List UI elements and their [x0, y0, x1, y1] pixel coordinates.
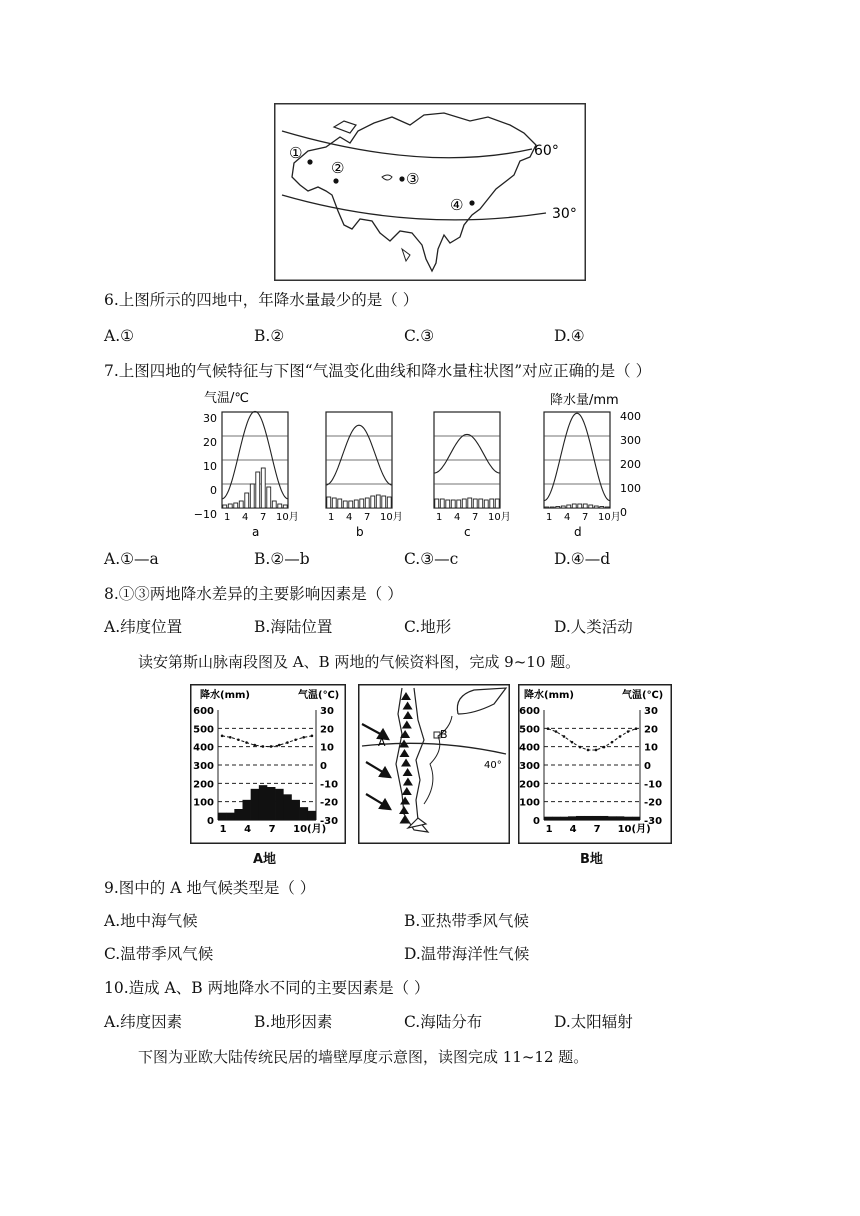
- svg-text:10: 10: [203, 460, 217, 473]
- svg-text:7: 7: [364, 512, 371, 523]
- map-label-40: 40°: [484, 760, 502, 771]
- climate-panel-a: [222, 411, 299, 539]
- panel-label-c: c: [464, 525, 471, 539]
- svg-text:0: 0: [620, 506, 627, 519]
- lat-60-label: 60°: [534, 143, 559, 159]
- svg-text:7: 7: [593, 824, 601, 835]
- precip-axis-label: 降水量/mm: [550, 393, 619, 408]
- q9-option-b[interactable]: B.亚热带季风气候: [404, 912, 529, 930]
- svg-text:0: 0: [644, 761, 651, 772]
- svg-text:7: 7: [582, 512, 589, 523]
- svg-text:1: 1: [224, 512, 231, 523]
- svg-text:1: 1: [436, 512, 443, 523]
- map-label-a: A: [378, 736, 386, 749]
- q7-stem: 7.上图四地的气候特征与下图“气温变化曲线和降水量柱状图”对应正确的是（ ）: [104, 362, 652, 380]
- climate-panel-d: [544, 412, 621, 539]
- svg-text:500: 500: [193, 724, 214, 736]
- q9-stem: 9.图中的 A 地气候类型是（ ）: [104, 879, 316, 897]
- q10-option-d[interactable]: D.太阳辐射: [554, 1013, 633, 1031]
- lat-30-label: 30°: [552, 206, 577, 222]
- svg-text:0: 0: [210, 484, 217, 497]
- svg-text:1: 1: [219, 824, 227, 835]
- svg-text:4: 4: [346, 512, 353, 523]
- svg-text:4: 4: [564, 512, 571, 523]
- svg-text:-20: -20: [644, 797, 663, 809]
- intro-9-10: 读安第斯山脉南段图及 A、B 两地的气候资料图，完成 9~10 题。: [138, 653, 581, 671]
- marker-4-label: ④: [450, 196, 464, 214]
- svg-text:500: 500: [519, 724, 540, 736]
- marker-4-dot: [469, 200, 474, 205]
- intro-11-12: 下图为亚欧大陆传统民居的墙壁厚度示意图，读图完成 11~12 题。: [138, 1048, 589, 1066]
- svg-text:20: 20: [644, 724, 658, 736]
- svg-text:600: 600: [519, 706, 540, 717]
- svg-text:30: 30: [203, 412, 217, 425]
- svg-text:10: 10: [320, 742, 334, 754]
- marker-3-dot: [399, 176, 404, 181]
- svg-text:-20: -20: [320, 797, 339, 809]
- caption-b: B地: [580, 852, 603, 867]
- q8-option-b[interactable]: B.海陆位置: [254, 618, 333, 636]
- svg-text:降水(mm): 降水(mm): [200, 690, 250, 701]
- svg-text:气温(℃): 气温(℃): [298, 690, 340, 701]
- climate-panel-c: [434, 412, 511, 539]
- q8-stem: 8.①③两地降水差异的主要影响因素是（ ）: [104, 585, 403, 603]
- svg-text:20: 20: [203, 436, 217, 449]
- svg-text:200: 200: [193, 779, 214, 791]
- svg-text:4: 4: [569, 824, 577, 835]
- q6-option-c[interactable]: C.③: [404, 327, 435, 345]
- svg-text:7: 7: [268, 824, 276, 835]
- q6-option-d[interactable]: D.④: [554, 327, 585, 345]
- q6-option-a[interactable]: A.①: [104, 327, 135, 345]
- svg-text:气温(℃): 气温(℃): [622, 690, 664, 701]
- panel-label-d: d: [574, 525, 582, 539]
- svg-text:400: 400: [193, 742, 214, 754]
- svg-text:20: 20: [320, 724, 334, 736]
- svg-text:1: 1: [328, 512, 335, 523]
- svg-text:200: 200: [620, 458, 641, 471]
- svg-text:1: 1: [546, 512, 553, 523]
- svg-text:400: 400: [620, 410, 641, 423]
- marker-3-label: ③: [406, 170, 420, 188]
- svg-text:-10: -10: [320, 779, 339, 791]
- svg-text:100: 100: [519, 797, 540, 809]
- q10-option-b[interactable]: B.地形因素: [254, 1013, 333, 1031]
- andes-map: [358, 684, 510, 844]
- svg-text:100: 100: [620, 482, 641, 495]
- climate-chart-a: [190, 684, 346, 844]
- temp-axis-label: 气温/℃: [204, 391, 249, 406]
- svg-text:300: 300: [519, 761, 540, 772]
- svg-text:30: 30: [320, 706, 334, 717]
- svg-text:1: 1: [545, 824, 553, 835]
- q8-option-a[interactable]: A.纬度位置: [104, 618, 183, 636]
- marker-1-label: ①: [289, 144, 303, 162]
- climate-chart-b: [518, 684, 672, 844]
- q6-option-b[interactable]: B.②: [254, 327, 285, 345]
- svg-text:400: 400: [519, 742, 540, 754]
- svg-text:0: 0: [207, 816, 214, 827]
- svg-text:-30: -30: [644, 816, 663, 827]
- svg-text:降水(mm): 降水(mm): [524, 690, 574, 701]
- svg-text:600: 600: [193, 706, 214, 717]
- svg-text:10: 10: [644, 742, 658, 754]
- svg-text:200: 200: [519, 779, 540, 791]
- marker-2-label: ②: [331, 159, 345, 177]
- svg-text:4: 4: [454, 512, 461, 523]
- svg-text:4: 4: [242, 512, 249, 523]
- svg-text:-10: -10: [644, 779, 663, 791]
- q7-option-b[interactable]: B.②—b: [254, 550, 310, 568]
- svg-text:300: 300: [193, 761, 214, 772]
- climate-charts: [190, 388, 641, 540]
- svg-text:4: 4: [244, 824, 252, 835]
- q8-option-d[interactable]: D.人类活动: [554, 618, 633, 636]
- climate-panel-b: [326, 412, 403, 539]
- q7-option-a[interactable]: A.①—a: [104, 550, 159, 568]
- caption-a: A地: [253, 852, 277, 867]
- q9-option-c[interactable]: C.温带季风气候: [104, 945, 214, 963]
- q9-option-a[interactable]: A.地中海气候: [104, 912, 198, 930]
- marker-2-dot: [333, 178, 338, 183]
- marker-1-dot: [307, 159, 312, 164]
- svg-text:10月: 10月: [276, 512, 299, 523]
- svg-text:-30: -30: [320, 816, 339, 827]
- q10-option-a[interactable]: A.纬度因素: [104, 1013, 183, 1031]
- svg-text:10月: 10月: [380, 512, 403, 523]
- svg-text:−10: −10: [193, 508, 217, 521]
- q10-option-c[interactable]: C.海陆分布: [404, 1013, 483, 1031]
- q8-option-c[interactable]: C.地形: [404, 618, 452, 636]
- panel-label-a: a: [252, 525, 260, 539]
- panel-label-b: b: [356, 525, 364, 539]
- svg-text:7: 7: [472, 512, 479, 523]
- map-label-b: B: [440, 728, 448, 741]
- svg-text:100: 100: [193, 797, 214, 809]
- svg-text:0: 0: [533, 816, 540, 827]
- svg-text:10月: 10月: [598, 512, 621, 523]
- q10-stem: 10.造成 A、B 两地降水不同的主要因素是（ ）: [104, 979, 430, 997]
- svg-text:0: 0: [320, 761, 327, 772]
- q7-option-c[interactable]: C.③—c: [404, 550, 459, 568]
- svg-text:300: 300: [620, 434, 641, 447]
- svg-text:10(月): 10(月): [293, 824, 327, 835]
- svg-text:7: 7: [260, 512, 267, 523]
- svg-text:10月: 10月: [488, 512, 511, 523]
- svg-text:10(月): 10(月): [617, 824, 651, 835]
- svg-text:30: 30: [644, 706, 658, 717]
- q7-option-d[interactable]: D.④—d: [554, 550, 611, 568]
- q6-stem: 6.上图所示的四地中，年降水量最少的是（ ）: [104, 291, 419, 309]
- q9-option-d[interactable]: D.温带海洋性气候: [404, 945, 530, 963]
- eurasia-map: [274, 103, 586, 281]
